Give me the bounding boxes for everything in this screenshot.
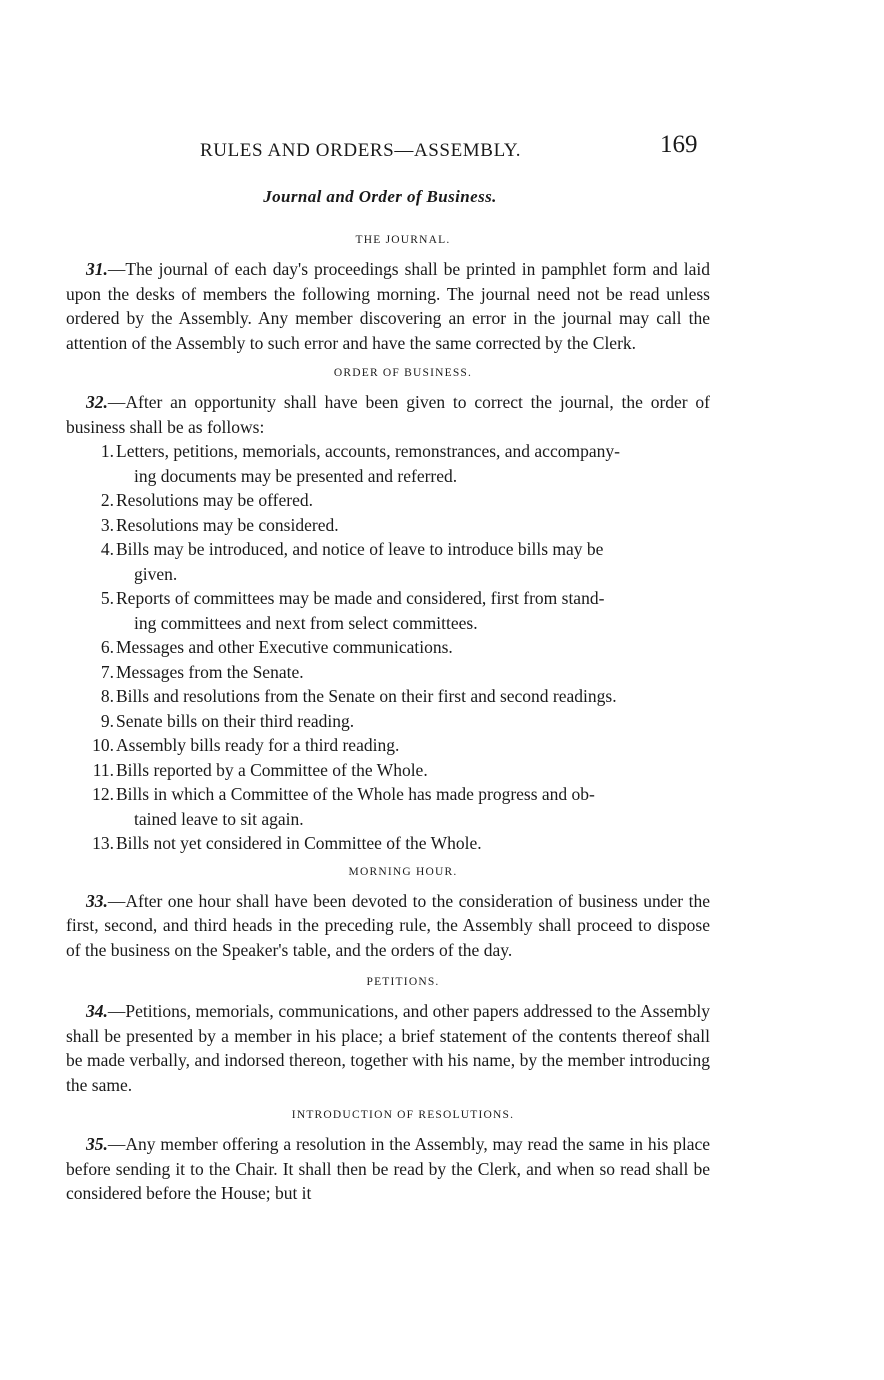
list-item — [66, 709, 710, 734]
section-heading-introduction-of-resolutions: INTRODUCTION OF RESOLUTIONS. — [291, 1109, 515, 1121]
list-item-number: 11. — [92, 759, 114, 780]
list-item — [66, 537, 710, 586]
list-item-line: Resolutions may be considered. — [116, 514, 339, 535]
rule-text: —Petitions, memorials, communications, and other papers addressed to the Assembly shall be presented by a member in his place; a brief statement of the contents thereof shall be made verbally, and indorsed thereon, together with his name, by the member introducing the same. — [66, 1001, 710, 1095]
list-item-number: 3. — [100, 514, 114, 535]
list-item-text — [116, 684, 710, 709]
list-item-continuation: given. — [134, 563, 178, 584]
list-item-line: Messages from the Senate. — [116, 661, 304, 682]
list-item-line: Reports of committees may be made and considered, first from stand- — [116, 588, 605, 608]
rule-number: 31. — [86, 259, 108, 279]
rule-33 — [66, 889, 710, 963]
list-item-continuation: ing documents may be presented and referred. — [134, 465, 458, 486]
list-item-line: Bills may be introduced, and notice of leave to introduce bills may be — [116, 539, 604, 559]
list-item-line: Messages and other Executive communications. — [116, 637, 453, 657]
rule-number: 35. — [86, 1134, 108, 1154]
section-heading-order-of-business: ORDER OF BUSINESS. — [333, 367, 473, 379]
list-item-text — [116, 709, 710, 734]
list-item-text — [116, 635, 710, 660]
list-item-text — [116, 660, 710, 685]
list-item-line: Bills and resolutions from the Senate on their first and second readings. — [116, 686, 617, 706]
list-item-text — [116, 831, 710, 856]
list-item-text — [116, 782, 710, 831]
list-item-line: Letters, petitions, memorials, accounts, remonstrances, and accompany- — [116, 441, 620, 461]
list-item-line: Senate bills on their third reading. — [116, 710, 355, 731]
list-item-number: 8. — [100, 686, 114, 706]
list-item — [66, 758, 710, 783]
list-item-text — [116, 488, 710, 513]
list-item-text — [116, 513, 710, 538]
list-item — [66, 733, 710, 758]
section-heading-petitions: PETITIONS. — [366, 976, 440, 988]
list-item-continuation: tained leave to sit again. — [134, 808, 304, 829]
rule-number: 33. — [86, 890, 108, 911]
list-item — [66, 439, 710, 488]
list-item-text — [116, 537, 710, 586]
rule-35 — [66, 1132, 710, 1206]
chapter-title: Journal and Order of Business. — [263, 187, 497, 206]
list-item-text — [116, 439, 710, 488]
list-item — [66, 831, 710, 856]
list-item — [66, 513, 710, 538]
list-item — [66, 488, 710, 513]
list-item-number: 7. — [100, 661, 114, 682]
page-number: 169 — [660, 131, 698, 158]
section-heading-journal: THE JOURNAL. — [355, 234, 451, 246]
rule-number: 34. — [86, 1001, 108, 1021]
list-item-number: 12. — [92, 784, 114, 804]
list-item-number: 6. — [100, 637, 114, 657]
list-item-number: 4. — [100, 539, 114, 559]
list-item — [66, 660, 710, 685]
list-item — [66, 782, 710, 831]
rule-number: 32. — [86, 392, 108, 412]
running-title: RULES AND ORDERS—ASSEMBLY. — [200, 140, 522, 161]
list-item — [66, 586, 710, 635]
list-item-line: Bills in which a Committee of the Whole has made progress and ob- — [116, 784, 595, 804]
rule-34 — [66, 999, 710, 1097]
list-item-text — [116, 758, 710, 783]
order-of-business-list — [66, 439, 710, 856]
list-item-text — [116, 733, 710, 758]
list-item-line: Bills not yet considered in Committee of the Whole. — [116, 833, 482, 853]
list-item-line: Bills reported by a Committee of the Whole. — [116, 759, 428, 780]
rule-32 — [66, 390, 710, 439]
list-item-line: Resolutions may be offered. — [116, 490, 313, 510]
list-item-number: 5. — [100, 588, 114, 608]
list-item-number: 10. — [92, 735, 114, 755]
list-item-number: 9. — [100, 710, 114, 731]
rule-text: —The journal of each day's proceedings shall be printed in pamphlet form and laid upon the desks of members the following morning. The journal need not be read unless ordered by the Assembly. Any member discovering an error in the journal may call the attention of the Assembly to such error and have the same corrected by the Clerk. — [66, 259, 710, 353]
list-item-number: 13. — [92, 833, 114, 853]
rule-31 — [66, 257, 710, 355]
rule-text: —After an opportunity shall have been given to correct the journal, the order of business shall be as follows: — [66, 392, 710, 437]
list-item-number: 1. — [100, 441, 114, 461]
rule-text: —Any member offering a resolution in the Assembly, may read the same in his place before sending it to the Chair. It shall then be read by the Clerk, and when so read shall be considered before the House; but it — [66, 1134, 710, 1203]
list-item-number: 2. — [100, 490, 114, 510]
list-item-line: Assembly bills ready for a third reading. — [116, 735, 400, 755]
list-item-continuation: ing committees and next from select committees. — [134, 612, 478, 633]
rule-text: —After one hour shall have been devoted to the consideration of business under the first, second, and third heads in the preceding rule, the Assembly shall proceed to dispose of the business on the Speaker's table, and the orders of the day. — [66, 890, 710, 960]
list-item — [66, 684, 710, 709]
list-item-text — [116, 586, 710, 635]
section-heading-morning-hour: MORNING HOUR. — [348, 865, 458, 878]
list-item — [66, 635, 710, 660]
document-body — [66, 226, 710, 1206]
